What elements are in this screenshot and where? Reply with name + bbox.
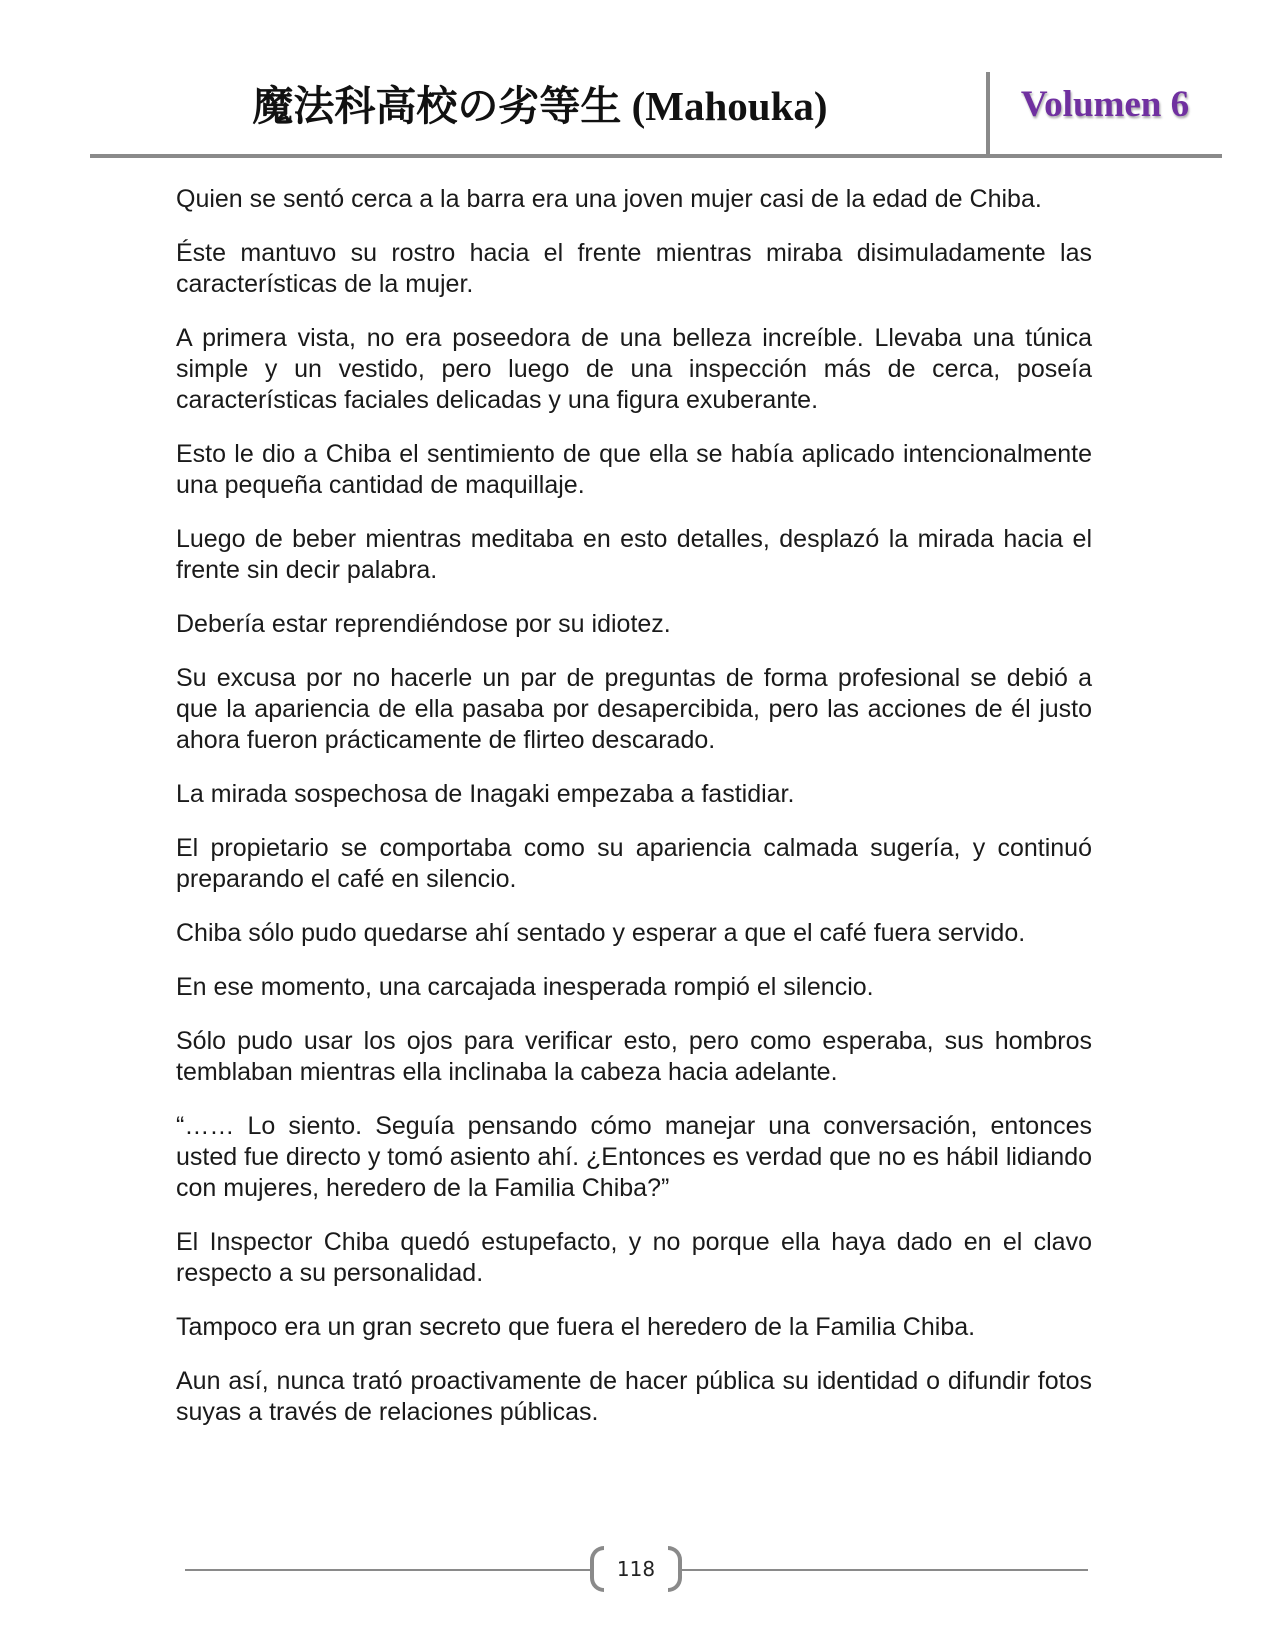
paragraph: Debería estar reprendiéndose por su idiotez. [176, 610, 671, 638]
paragraph: El Inspector Chiba quedó estupefacto, y no porque ella haya dado en el clavo respecto a su personalidad. [176, 1228, 1092, 1287]
footer-rule-left [185, 1569, 590, 1571]
paragraph: “…… Lo siento. Seguía pensando cómo manejar una conversación, entonces usted fue directo y tomó asiento ahí. ¿Entonces es verdad que no es hábil lidiando con mujeres, heredero de la Familia Chiba?” [176, 1112, 1092, 1202]
paragraph: Luego de beber mientras meditaba en esto detalles, desplazó la mirada hacia el frente sin decir palabra. [176, 525, 1092, 584]
page-number: 118 [616, 1557, 656, 1581]
paragraph: A primera vista, no era poseedora de una belleza increíble. Llevaba una túnica simple y un vestido, pero luego de una inspección más de cerca, poseía características faciales delicadas y una figura exuberante. [176, 324, 1092, 414]
paragraph: En ese momento, una carcajada inesperada rompió el silencio. [176, 973, 874, 1001]
page-body [176, 184, 1092, 1451]
paragraph: El propietario se comportaba como su apariencia calmada sugería, y continuó preparando el café en silencio. [176, 834, 1092, 893]
paragraph: Tampoco era un gran secreto que fuera el heredero de la Familia Chiba. [176, 1313, 976, 1341]
footer-bracket-left [590, 1546, 604, 1592]
paragraph: Quien se sentó cerca a la barra era una joven mujer casi de la edad de Chiba. [176, 185, 1042, 213]
paragraph: Sólo pudo usar los ojos para verificar esto, pero como esperaba, sus hombros temblaban mientras ella inclinaba la cabeza hacia adelante. [176, 1027, 1092, 1086]
paragraph: Éste mantuvo su rostro hacia el frente mientras miraba disimuladamente las características de la mujer. [176, 239, 1092, 298]
paragraph: Su excusa por no hacerle un par de preguntas de forma profesional se debió a que la apariencia de ella pasaba por desapercibida, pero las acciones de él justo ahora fueron prácticamente de flirteo descarado. [176, 664, 1092, 754]
book-title: 魔法科高校の劣等生 (Mahouka) [252, 83, 828, 129]
footer-bracket-right [668, 1546, 682, 1592]
paragraph: Esto le dio a Chiba el sentimiento de que ella se había aplicado intencionalmente una pequeña cantidad de maquillaje. [176, 440, 1092, 499]
volume-label: Volumen 6 [1020, 84, 1190, 125]
paragraph: La mirada sospechosa de Inagaki empezaba a fastidiar. [176, 780, 795, 808]
paragraph: Chiba sólo pudo quedarse ahí sentado y esperar a que el café fuera servido. [176, 919, 1026, 947]
paragraph: Aun así, nunca trató proactivamente de hacer pública su identidad o difundir fotos suyas a través de relaciones públicas. [176, 1367, 1092, 1426]
header-rule [90, 154, 1222, 158]
footer-rule-right [682, 1569, 1088, 1571]
